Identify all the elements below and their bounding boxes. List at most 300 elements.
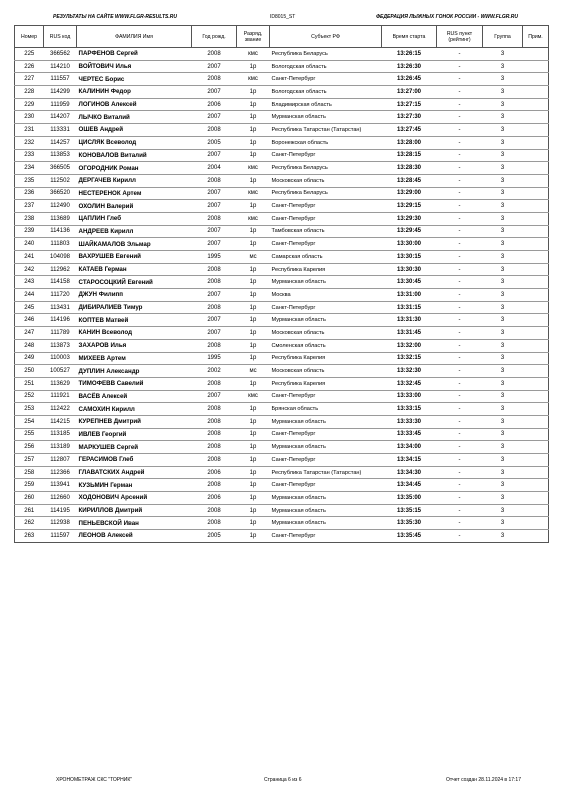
cell-rus-points: - [437, 377, 483, 390]
cell-note [523, 339, 549, 352]
table-row [15, 86, 549, 99]
table-row [15, 441, 549, 454]
cell-birth-year: 2006 [192, 492, 237, 505]
cell-athlete-name: КИРИЛЛОВ Дмитрий [77, 504, 192, 517]
cell-rus-code: 111597 [44, 530, 77, 543]
cell-number: 241 [15, 251, 44, 264]
table-row [15, 263, 549, 276]
cell-number: 262 [15, 517, 44, 530]
cell-start-time: 13:35:15 [382, 504, 437, 517]
cell-group: 3 [483, 111, 523, 124]
cell-birth-year: 2005 [192, 136, 237, 149]
cell-group: 3 [483, 289, 523, 302]
cell-birth-year: 2008 [192, 415, 237, 428]
cell-start-time: 13:32:00 [382, 339, 437, 352]
cell-group: 3 [483, 314, 523, 327]
cell-start-time: 13:28:15 [382, 149, 437, 162]
cell-birth-year: 2008 [192, 301, 237, 314]
cell-region: Мурманская область [270, 492, 382, 505]
cell-rus-code: 113189 [44, 441, 77, 454]
table-row [15, 212, 549, 225]
cell-rus-code: 110003 [44, 352, 77, 365]
cell-rus-code: 111921 [44, 390, 77, 403]
cell-start-time: 13:30:00 [382, 238, 437, 251]
cell-start-time: 13:35:45 [382, 530, 437, 543]
cell-note [523, 301, 549, 314]
cell-start-time: 13:33:45 [382, 428, 437, 441]
cell-note [523, 352, 549, 365]
cell-number: 234 [15, 162, 44, 175]
cell-rus-points: - [437, 428, 483, 441]
cell-note [523, 289, 549, 302]
col-number-header: Номер [15, 26, 44, 48]
col-rus-code-header: RUS код [44, 26, 77, 48]
cell-birth-year: 2008 [192, 124, 237, 137]
cell-rank: 1р [237, 301, 270, 314]
cell-group: 3 [483, 454, 523, 467]
cell-group: 3 [483, 149, 523, 162]
cell-rank: 1р [237, 98, 270, 111]
cell-rus-points: - [437, 251, 483, 264]
cell-athlete-name: КАЛИНИН Федор [77, 86, 192, 99]
cell-start-time: 13:35:00 [382, 492, 437, 505]
cell-note [523, 200, 549, 213]
cell-birth-year: 2007 [192, 390, 237, 403]
cell-note [523, 517, 549, 530]
table-row [15, 428, 549, 441]
cell-athlete-name: АНДРЕЕВ Кирилл [77, 225, 192, 238]
cell-rus-points: - [437, 479, 483, 492]
cell-start-time: 13:32:45 [382, 377, 437, 390]
table-row [15, 466, 549, 479]
cell-region: Мурманская область [270, 504, 382, 517]
cell-athlete-name: КОПТЕВ Матвей [77, 314, 192, 327]
cell-number: 230 [15, 111, 44, 124]
cell-rank: 1р [237, 289, 270, 302]
cell-group: 3 [483, 200, 523, 213]
cell-rank: 1р [237, 149, 270, 162]
cell-number: 259 [15, 479, 44, 492]
cell-rank: 1р [237, 415, 270, 428]
cell-rus-points: - [437, 124, 483, 137]
table-row [15, 517, 549, 530]
header-site-link: РЕЗУЛЬТАТЫ НА САЙТЕ WWW.FLGR-RESULTS.RU [53, 14, 177, 20]
table-row [15, 60, 549, 73]
cell-rank: 1р [237, 352, 270, 365]
cell-group: 3 [483, 187, 523, 200]
cell-rus-points: - [437, 517, 483, 530]
cell-rus-code: 111557 [44, 73, 77, 86]
table-row [15, 98, 549, 111]
cell-rus-code: 113431 [44, 301, 77, 314]
cell-rus-code: 113185 [44, 428, 77, 441]
cell-athlete-name: МАРКУШЕВ Сергей [77, 441, 192, 454]
cell-note [523, 48, 549, 61]
cell-number: 243 [15, 276, 44, 289]
cell-rus-code: 114257 [44, 136, 77, 149]
cell-group: 3 [483, 504, 523, 517]
cell-note [523, 238, 549, 251]
start-list-table [14, 25, 549, 543]
cell-birth-year: 2008 [192, 276, 237, 289]
cell-birth-year: 2006 [192, 98, 237, 111]
cell-group: 3 [483, 301, 523, 314]
footer-report-date: Отчет создан 28.11.2024 в 17:17 [446, 777, 521, 783]
cell-start-time: 13:31:15 [382, 301, 437, 314]
cell-region: Санкт-Петербург [270, 200, 382, 213]
cell-note [523, 98, 549, 111]
cell-region: Республика Беларусь [270, 48, 382, 61]
cell-athlete-name: КУРЕПНЕВ Дмитрий [77, 415, 192, 428]
cell-rus-points: - [437, 136, 483, 149]
table-row [15, 276, 549, 289]
cell-region: Республика Беларусь [270, 187, 382, 200]
cell-rus-points: - [437, 263, 483, 276]
cell-group: 3 [483, 441, 523, 454]
cell-athlete-name: МИХЕЕВ Артем [77, 352, 192, 365]
cell-region: Санкт-Петербург [270, 479, 382, 492]
cell-rank: 1р [237, 403, 270, 416]
cell-athlete-name: ДИБИРАЛИЕВ Тимур [77, 301, 192, 314]
cell-number: 242 [15, 263, 44, 276]
cell-rank: кмс [237, 73, 270, 86]
header-race-id: ID8015_ST [270, 14, 296, 20]
table-row [15, 225, 549, 238]
cell-note [523, 314, 549, 327]
cell-athlete-name: ЦАПЛИН Глеб [77, 212, 192, 225]
cell-athlete-name: ЛЕОНОВ Алексей [77, 530, 192, 543]
cell-group: 3 [483, 479, 523, 492]
cell-region: Санкт-Петербург [270, 530, 382, 543]
table-row [15, 327, 549, 340]
cell-region: Московская область [270, 174, 382, 187]
col-rus-points-header: RUS пункт (рейтинг) [437, 26, 483, 48]
cell-birth-year: 2002 [192, 365, 237, 378]
table-row [15, 187, 549, 200]
cell-athlete-name: КАТАЕВ Герман [77, 263, 192, 276]
cell-start-time: 13:28:30 [382, 162, 437, 175]
cell-group: 3 [483, 60, 523, 73]
cell-region: Санкт-Петербург [270, 238, 382, 251]
table-row [15, 454, 549, 467]
table-row [15, 301, 549, 314]
cell-note [523, 276, 549, 289]
cell-rus-code: 114210 [44, 60, 77, 73]
cell-note [523, 263, 549, 276]
cell-birth-year: 2007 [192, 60, 237, 73]
table-row [15, 352, 549, 365]
cell-rus-code: 100527 [44, 365, 77, 378]
table-row [15, 377, 549, 390]
cell-note [523, 73, 549, 86]
cell-group: 3 [483, 327, 523, 340]
cell-region: Мурманская область [270, 314, 382, 327]
cell-number: 245 [15, 301, 44, 314]
cell-birth-year: 2008 [192, 428, 237, 441]
cell-region: Республика Татарстан (Татарстан) [270, 124, 382, 137]
col-note-header: Прим. [523, 26, 549, 48]
cell-region: Мурманская область [270, 441, 382, 454]
cell-birth-year: 2008 [192, 454, 237, 467]
cell-start-time: 13:34:15 [382, 454, 437, 467]
cell-region: Московская область [270, 365, 382, 378]
cell-number: 263 [15, 530, 44, 543]
cell-note [523, 111, 549, 124]
cell-athlete-name: ЛЫЧКО Виталий [77, 111, 192, 124]
cell-rank: 1р [237, 466, 270, 479]
cell-rank: 1р [237, 111, 270, 124]
cell-note [523, 327, 549, 340]
cell-athlete-name: ШАЙКАМАЛОВ Эльмар [77, 238, 192, 251]
cell-birth-year: 2008 [192, 377, 237, 390]
cell-rus-code: 112422 [44, 403, 77, 416]
cell-rus-code: 114195 [44, 504, 77, 517]
cell-birth-year: 2007 [192, 314, 237, 327]
cell-rus-points: - [437, 415, 483, 428]
cell-region: Республика Татарстан (Татарстан) [270, 466, 382, 479]
cell-rus-points: - [437, 98, 483, 111]
cell-start-time: 13:31:45 [382, 327, 437, 340]
cell-athlete-name: КАНИН Всеволод [77, 327, 192, 340]
cell-rus-code: 113873 [44, 339, 77, 352]
cell-rank: кмс [237, 187, 270, 200]
cell-region: Санкт-Петербург [270, 390, 382, 403]
table-row [15, 492, 549, 505]
cell-group: 3 [483, 365, 523, 378]
cell-rank: 1р [237, 238, 270, 251]
cell-number: 246 [15, 314, 44, 327]
cell-number: 255 [15, 428, 44, 441]
cell-rus-code: 113331 [44, 124, 77, 137]
table-row [15, 251, 549, 264]
cell-group: 3 [483, 98, 523, 111]
cell-rank: 1р [237, 225, 270, 238]
cell-rus-points: - [437, 174, 483, 187]
cell-rus-points: - [437, 454, 483, 467]
cell-rus-points: - [437, 504, 483, 517]
cell-start-time: 13:34:00 [382, 441, 437, 454]
cell-region: Санкт-Петербург [270, 454, 382, 467]
cell-start-time: 13:31:30 [382, 314, 437, 327]
cell-rus-points: - [437, 301, 483, 314]
cell-rus-points: - [437, 339, 483, 352]
cell-rank: 1р [237, 263, 270, 276]
cell-rus-points: - [437, 187, 483, 200]
cell-region: Владимирская область [270, 98, 382, 111]
cell-rus-code: 113941 [44, 479, 77, 492]
cell-note [523, 504, 549, 517]
cell-rus-code: 366505 [44, 162, 77, 175]
table-row [15, 162, 549, 175]
cell-athlete-name: ЗАХАРОВ Илья [77, 339, 192, 352]
cell-note [523, 454, 549, 467]
col-region-header: Субъект РФ [270, 26, 382, 48]
cell-number: 235 [15, 174, 44, 187]
table-row [15, 365, 549, 378]
cell-athlete-name: ИВЛЕВ Георгий [77, 428, 192, 441]
cell-athlete-name: НЕСТЕРЕНОК Артем [77, 187, 192, 200]
cell-rus-points: - [437, 365, 483, 378]
cell-rank: 1р [237, 530, 270, 543]
col-birth-year-header: Год рожд. [192, 26, 237, 48]
cell-note [523, 162, 549, 175]
cell-start-time: 13:28:45 [382, 174, 437, 187]
cell-group: 3 [483, 403, 523, 416]
cell-note [523, 225, 549, 238]
cell-start-time: 13:26:30 [382, 60, 437, 73]
cell-athlete-name: ОГОРОДНИК Роман [77, 162, 192, 175]
cell-start-time: 13:30:30 [382, 263, 437, 276]
cell-start-time: 13:33:00 [382, 390, 437, 403]
cell-group: 3 [483, 276, 523, 289]
table-row [15, 136, 549, 149]
cell-rus-code: 366562 [44, 48, 77, 61]
cell-rank: 1р [237, 454, 270, 467]
table-row [15, 403, 549, 416]
cell-group: 3 [483, 48, 523, 61]
cell-number: 237 [15, 200, 44, 213]
cell-number: 239 [15, 225, 44, 238]
cell-athlete-name: ГЛАВАТСКИХ Андрей [77, 466, 192, 479]
table-row [15, 339, 549, 352]
cell-region: Республика Карелия [270, 263, 382, 276]
cell-rus-code: 114158 [44, 276, 77, 289]
cell-region: Московская область [270, 327, 382, 340]
cell-group: 3 [483, 415, 523, 428]
cell-start-time: 13:27:00 [382, 86, 437, 99]
cell-start-time: 13:30:45 [382, 276, 437, 289]
cell-rus-points: - [437, 441, 483, 454]
table-row [15, 314, 549, 327]
col-name-header: ФАМИЛИЯ Имя [77, 26, 192, 48]
cell-group: 3 [483, 162, 523, 175]
cell-birth-year: 2008 [192, 339, 237, 352]
cell-number: 248 [15, 339, 44, 352]
footer-timing: ХРОНОМЕТРАЖ СКС "ТОРНИК" [56, 777, 133, 783]
cell-birth-year: 2006 [192, 466, 237, 479]
cell-region: Мурманская область [270, 517, 382, 530]
cell-athlete-name: ЦИСЛЯК Всеволод [77, 136, 192, 149]
cell-start-time: 13:35:30 [382, 517, 437, 530]
cell-number: 256 [15, 441, 44, 454]
cell-birth-year: 2008 [192, 212, 237, 225]
cell-birth-year: 2008 [192, 504, 237, 517]
cell-rus-points: - [437, 73, 483, 86]
cell-group: 3 [483, 530, 523, 543]
cell-rus-code: 112807 [44, 454, 77, 467]
col-group-header: Группа [483, 26, 523, 48]
cell-birth-year: 2007 [192, 327, 237, 340]
cell-athlete-name: ПЕНЬЕВСКОЙ Иван [77, 517, 192, 530]
table-row [15, 73, 549, 86]
cell-rus-points: - [437, 212, 483, 225]
cell-rus-points: - [437, 48, 483, 61]
cell-athlete-name: ПАРФЕНОВ Сергей [77, 48, 192, 61]
cell-note [523, 149, 549, 162]
cell-rank: 1р [237, 492, 270, 505]
cell-rus-points: - [437, 352, 483, 365]
cell-rus-code: 112938 [44, 517, 77, 530]
cell-region: Самарская область [270, 251, 382, 264]
table-row [15, 124, 549, 137]
cell-birth-year: 2008 [192, 479, 237, 492]
cell-start-time: 13:29:00 [382, 187, 437, 200]
cell-number: 226 [15, 60, 44, 73]
cell-rus-points: - [437, 327, 483, 340]
table-row [15, 111, 549, 124]
cell-athlete-name: КОНОВАЛОВ Виталий [77, 149, 192, 162]
cell-athlete-name: ДЕРГАЧЕВ Кирилл [77, 174, 192, 187]
cell-region: Мурманская область [270, 276, 382, 289]
cell-region: Санкт-Петербург [270, 301, 382, 314]
cell-rank: 1р [237, 124, 270, 137]
cell-athlete-name: ОШЕВ Андрей [77, 124, 192, 137]
cell-rank: 1р [237, 136, 270, 149]
cell-group: 3 [483, 466, 523, 479]
cell-athlete-name: САМОХИН Кирилл [77, 403, 192, 416]
cell-start-time: 13:26:45 [382, 73, 437, 86]
cell-rank: 1р [237, 428, 270, 441]
cell-note [523, 441, 549, 454]
cell-birth-year: 2008 [192, 403, 237, 416]
cell-rus-code: 112962 [44, 263, 77, 276]
cell-start-time: 13:30:15 [382, 251, 437, 264]
table-row [15, 200, 549, 213]
cell-region: Республика Карелия [270, 352, 382, 365]
cell-rus-points: - [437, 238, 483, 251]
cell-birth-year: 2007 [192, 289, 237, 302]
cell-group: 3 [483, 390, 523, 403]
cell-start-time: 13:27:30 [382, 111, 437, 124]
cell-number: 233 [15, 149, 44, 162]
cell-note [523, 492, 549, 505]
cell-number: 240 [15, 238, 44, 251]
cell-number: 228 [15, 86, 44, 99]
cell-rus-code: 114207 [44, 111, 77, 124]
cell-number: 247 [15, 327, 44, 340]
cell-region: Республика Беларусь [270, 162, 382, 175]
cell-number: 244 [15, 289, 44, 302]
cell-group: 3 [483, 517, 523, 530]
cell-region: Вологодская область [270, 60, 382, 73]
table-row [15, 504, 549, 517]
cell-birth-year: 2008 [192, 441, 237, 454]
cell-rus-points: - [437, 86, 483, 99]
cell-number: 258 [15, 466, 44, 479]
cell-number: 227 [15, 73, 44, 86]
cell-start-time: 13:29:15 [382, 200, 437, 213]
cell-athlete-name: ГЕРАСИМОВ Глеб [77, 454, 192, 467]
cell-athlete-name: ТИМОФЕВВ Савелий [77, 377, 192, 390]
cell-start-time: 13:26:15 [382, 48, 437, 61]
cell-athlete-name: ЧЕРТЕС Борис [77, 73, 192, 86]
cell-rank: 1р [237, 339, 270, 352]
cell-note [523, 86, 549, 99]
cell-number: 257 [15, 454, 44, 467]
cell-number: 251 [15, 377, 44, 390]
cell-athlete-name: ДЖУН Филипп [77, 289, 192, 302]
cell-birth-year: 2007 [192, 111, 237, 124]
cell-athlete-name: ЛОГИНОВ Алексей [77, 98, 192, 111]
header-federation: ФЕДЕРАЦИЯ ЛЫЖНЫХ ГОНОК РОССИИ - WWW.FLGR.RU [376, 14, 518, 20]
cell-group: 3 [483, 212, 523, 225]
cell-group: 3 [483, 263, 523, 276]
cell-region: Смоленская область [270, 339, 382, 352]
cell-rank: 1р [237, 377, 270, 390]
cell-start-time: 13:33:30 [382, 415, 437, 428]
cell-number: 252 [15, 390, 44, 403]
cell-group: 3 [483, 377, 523, 390]
